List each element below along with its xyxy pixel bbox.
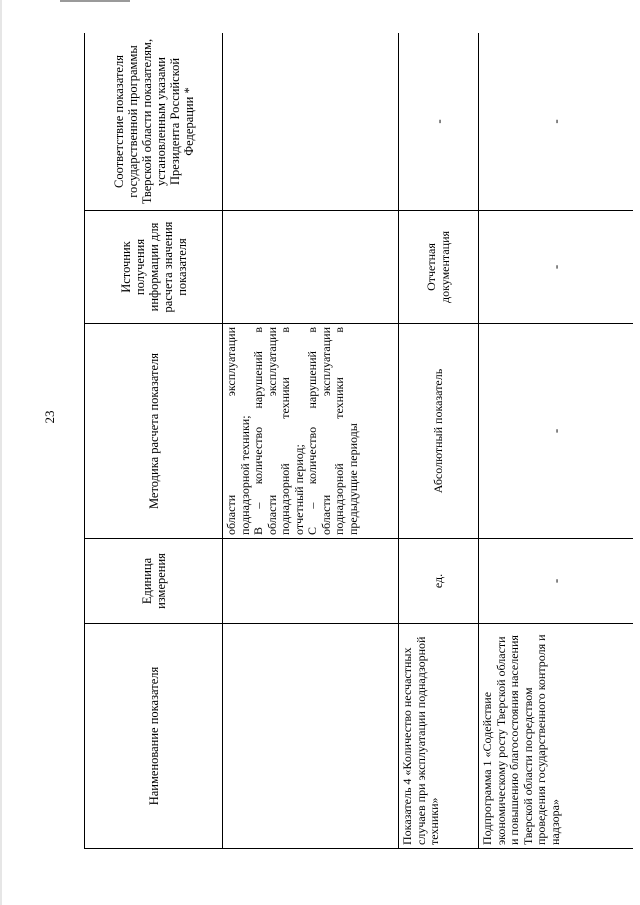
table-row [479, 33, 634, 849]
row-source: - [479, 211, 634, 324]
table-row [399, 33, 479, 849]
continuation-name-cell [223, 624, 399, 849]
row-name: Подпрограмма 1 «Содействие экономическому росту Тверской области и повышению благосостояния населения Тверской области посредством проведения государственного контроля и надзора» [479, 624, 634, 849]
continuation-method-text [225, 327, 360, 535]
indicators-table [84, 33, 633, 849]
header-name: Наименование показателя [85, 624, 223, 849]
method-line: отчетный период; [291, 444, 306, 535]
header-unit: Единица измерения [85, 539, 223, 624]
table-header-row [85, 33, 223, 849]
continuation-unit-cell [223, 539, 399, 624]
row-unit: - [479, 539, 634, 624]
method-line: В – количество нарушений в [251, 327, 265, 535]
header-conformity: Соответствие показателя государственной программы Тверской области показателям, установленным указами Президента Российской Федерации * [85, 33, 223, 211]
continuation-conformity-cell [223, 33, 399, 211]
scan-mark-top [60, 0, 130, 2]
method-line: области эксплуатации [224, 327, 238, 535]
row-unit: ед. [399, 539, 479, 624]
continuation-row [223, 33, 399, 849]
row-conformity: - [479, 33, 634, 211]
continuation-source-cell [223, 211, 399, 324]
row-name: Показатель 4 «Количество несчастных случаев при эксплуатации поднадзорной техники» [399, 624, 479, 849]
method-line: предыдущие периоды [345, 423, 360, 535]
page-number: 23 [42, 410, 57, 424]
table-frame [84, 33, 633, 849]
row-method: - [479, 324, 634, 539]
method-line: области эксплуатации [318, 327, 333, 535]
method-line: С – количество нарушений в [305, 327, 319, 535]
method-line: поднадзорной техники в [332, 327, 346, 535]
row-source: Отчетная документация [399, 211, 479, 324]
method-line: области эксплуатации [264, 327, 279, 535]
method-line: поднадзорной техники; [237, 415, 252, 535]
header-source: Источник получения информации для расчета значения показателя [85, 211, 223, 324]
method-line: поднадзорной техники в [278, 327, 292, 535]
header-method: Методика расчета показателя [85, 324, 223, 539]
scan-mark-left [0, 0, 2, 905]
row-method: Абсолютный показатель [399, 324, 479, 539]
row-conformity: - [399, 33, 479, 211]
continuation-method-cell [223, 324, 399, 539]
